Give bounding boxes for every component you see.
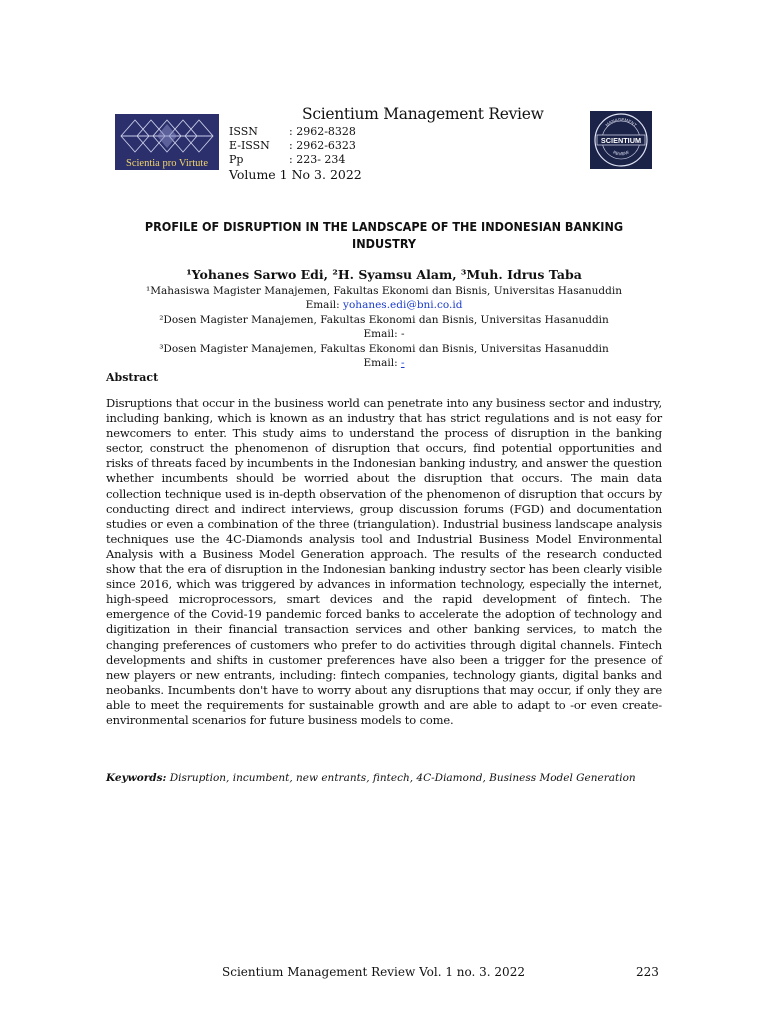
email-link[interactable]: yohanes.edi@bni.co.id	[343, 299, 463, 311]
affiliation-email-line	[106, 298, 662, 312]
email-label: Email:	[363, 357, 401, 369]
meta-value: : 2962-6323	[289, 139, 356, 152]
meta-row-eissn	[229, 139, 362, 153]
affiliation-2	[106, 313, 662, 341]
email-label: Email:	[305, 299, 344, 311]
meta-row-pages	[229, 153, 362, 167]
journal-logo-right	[590, 111, 652, 169]
scientium-seal-icon	[593, 112, 649, 168]
affiliation-text: ³Dosen Magister Manajemen, Fakultas Ekonomi dan Bisnis, Universitas Hasanuddin	[159, 343, 609, 355]
volume-line: Volume 1 No 3. 2022	[229, 167, 362, 182]
keywords-list: Disruption, incumbent, new entrants, fintech, 4C-Diamond, Business Model Generation	[166, 772, 636, 784]
affiliation-text: ¹Mahasiswa Magister Manajemen, Fakultas Ekonomi dan Bisnis, Universitas Hasanuddin	[146, 285, 622, 297]
logo-motto: Scientia pro Virtute	[126, 158, 208, 169]
paper-title	[106, 218, 662, 252]
email-label: Email:	[363, 328, 401, 340]
page-number: 223	[636, 965, 659, 979]
paper-title-line-2: INDUSTRY	[352, 236, 416, 251]
meta-key: ISSN	[229, 125, 258, 138]
affiliation-1	[106, 284, 662, 312]
abstract-body: Disruptions that occur in the business world can penetrate into any business sector and industry, including banking, which is known as an industry that has strict regulations and is not easy for newcomers to enter. This study aims to understand the process of disruption in the banking sector, construct the phenomenon of disruption that occurs, find potential opportunities and risks of threats faced by incumbents in the Indonesian banking industry, and answer the question whether incumbents should be worried about the disruption that occurs. The main data collection technique used is in-depth observation of the phenomenon of disruption that occurs by conducting direct and indirect interviews, group discussion forums (FGD) and documentation studies or even a combination of the three (triangulation). Industrial business landscape analysis techniques use the 4C-Diamonds analysis tool and Industrial Business Model Environmental Analysis with a Business Model Generation approach. The results of the research conducted show that the era of disruption in the Indonesian banking industry sector has been clearly visible since 2016, which was triggered by advances in information technology, especially the internet, high-speed microprocessors, smart devices and the rapid development of fintech. The emergence of the Covid-19 pandemic forced banks to accelerate the adoption of technology and digitization in their financial transaction services and other banking services, to match the changing preferences of customers who prefer to do activities through digital channels. Fintech developments and shifts in customer preferences have also been a trigger for the presence of new players or new entrants, including: fintech companies, technology giants, digital banks and neobanks. Incumbents don't have to worry about any disruptions that may occur, if only they are able to meet the requirements for sustainable growth and are able to adapt to -or even create-environmental scenarios for future business models to come.	[106, 396, 662, 727]
affiliation-email-line	[106, 356, 662, 370]
seal-arc-bottom: REVIEW	[612, 149, 630, 157]
affiliation-3	[106, 342, 662, 370]
journal-meta	[229, 125, 362, 182]
meta-value: : 223- 234	[289, 153, 346, 166]
meta-value: : 2962-8328	[289, 125, 356, 138]
footer-citation: Scientium Management Review Vol. 1 no. 3. 2022	[222, 965, 525, 979]
email-value: -	[400, 328, 405, 340]
affiliation-text: ²Dosen Magister Manajemen, Fakultas Ekonomi dan Bisnis, Universitas Hasanuddin	[159, 314, 609, 326]
meta-key: Pp	[229, 153, 244, 166]
email-link[interactable]: -	[400, 357, 405, 369]
keywords-line	[106, 772, 662, 784]
seal-main-text: SCIENTIUM	[600, 136, 642, 145]
abstract-heading: Abstract	[106, 371, 159, 384]
meta-key: E-ISSN	[229, 139, 270, 152]
keywords-label: Keywords:	[106, 772, 167, 784]
author-list: ¹Yohanes Sarwo Edi, ²H. Syamsu Alam, ³Muh. Idrus Taba	[186, 267, 582, 282]
meta-row-issn	[229, 125, 362, 139]
affiliation-email-line	[106, 327, 662, 341]
seal-arc-top: MANAGEMENT	[604, 116, 638, 128]
journal-title: Scientium Management Review	[302, 105, 544, 123]
journal-logo-left	[115, 114, 219, 170]
paper-title-line-1: PROFILE OF DISRUPTION IN THE LANDSCAPE OF THE INDONESIAN BANKING	[144, 219, 624, 234]
